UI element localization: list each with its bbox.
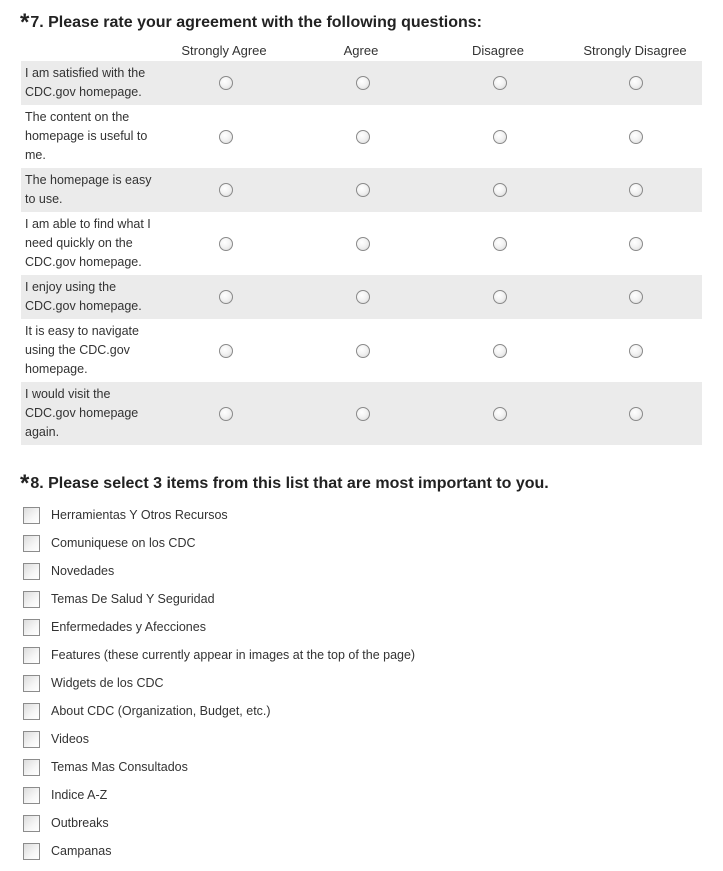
radio-agree[interactable] [356,407,370,421]
radio-strongly-disagree[interactable] [629,290,643,304]
radio-agree[interactable] [356,76,370,90]
matrix-row-label: I am able to find what I need quickly on the CDC.gov homepage. [25,217,151,269]
matrix-row [21,319,702,382]
column-agree: Agree [343,43,379,58]
checkbox-label: About CDC (Organization, Budget, etc.) [51,704,271,718]
checkbox-label: Temas Mas Consultados [51,760,188,774]
radio-strongly-disagree[interactable] [629,237,643,251]
checkbox-label: Novedades [51,564,115,578]
radio-agree[interactable] [356,344,370,358]
checkbox-label: Outbreaks [51,816,109,830]
matrix-row [21,212,702,275]
checkbox-label: Videos [51,732,89,746]
radio-strongly-disagree[interactable] [629,130,643,144]
radio-strongly-disagree[interactable] [629,183,643,197]
matrix-row-label: It is easy to navigate using the CDC.gov homepage. [25,324,139,376]
checkbox[interactable] [23,507,40,524]
checkbox[interactable] [23,563,40,580]
question-7-title [20,9,482,36]
checkbox[interactable] [23,815,40,832]
checkbox-label: Comuniquese on los CDC [51,536,196,550]
checkbox[interactable] [23,675,40,692]
column-disagree: Disagree [471,43,525,58]
checkbox[interactable] [23,703,40,720]
checkbox[interactable] [23,787,40,804]
radio-disagree[interactable] [493,76,507,90]
matrix-row-label: The homepage is easy to use. [25,173,152,206]
radio-agree[interactable] [356,237,370,251]
matrix-row [21,61,702,105]
checkbox[interactable] [23,731,40,748]
checkbox[interactable] [23,619,40,636]
radio-agree[interactable] [356,130,370,144]
radio-strongly-agree[interactable] [219,407,233,421]
matrix-row-label: The content on the homepage is useful to me. [25,110,148,162]
radio-disagree[interactable] [493,290,507,304]
required-asterisk: * [20,9,30,36]
checkbox-label: Campanas [51,844,112,858]
checkbox-label: Temas De Salud Y Seguridad [51,592,215,606]
radio-strongly-agree[interactable] [219,290,233,304]
checkbox-label: Widgets de los CDC [51,676,164,690]
radio-agree[interactable] [356,290,370,304]
radio-strongly-agree[interactable] [219,183,233,197]
matrix-row [21,105,702,168]
matrix-row-label: I am satisfied with the CDC.gov homepage. [25,66,146,99]
column-strongly-disagree: Strongly Disagree [583,43,687,58]
required-asterisk: * [20,470,30,497]
matrix-row-label: I would visit the CDC.gov homepage again. [25,387,139,439]
checkbox[interactable] [23,647,40,664]
radio-disagree[interactable] [493,237,507,251]
radio-strongly-agree[interactable] [219,76,233,90]
matrix-row [21,168,702,212]
radio-agree[interactable] [356,183,370,197]
checkbox-label: Features (these currently appear in images at the top of the page) [51,648,416,662]
matrix-row-label: I enjoy using the CDC.gov homepage. [25,280,142,313]
checkbox[interactable] [23,843,40,860]
matrix-row [21,382,702,445]
radio-disagree[interactable] [493,130,507,144]
question-8-title [20,470,549,497]
checkbox-label: Herramientas Y Otros Recursos [51,508,228,522]
question-8-text: 8. Please select 3 items from this list that are most important to you. [30,475,549,492]
radio-strongly-agree[interactable] [219,237,233,251]
radio-strongly-agree[interactable] [219,130,233,144]
checkbox[interactable] [23,591,40,608]
radio-disagree[interactable] [493,407,507,421]
radio-disagree[interactable] [493,344,507,358]
radio-strongly-disagree[interactable] [629,407,643,421]
matrix-row [21,275,702,319]
checkbox-label: Enfermedades y Afecciones [51,620,206,634]
question-7-text: 7. Please rate your agreement with the following questions: [30,14,482,31]
checkbox[interactable] [23,759,40,776]
radio-strongly-agree[interactable] [219,344,233,358]
radio-strongly-disagree[interactable] [629,76,643,90]
radio-disagree[interactable] [493,183,507,197]
checkbox-label: Indice A-Z [51,788,108,802]
checkbox[interactable] [23,535,40,552]
radio-strongly-disagree[interactable] [629,344,643,358]
column-strongly-agree: Strongly Agree [181,43,267,58]
